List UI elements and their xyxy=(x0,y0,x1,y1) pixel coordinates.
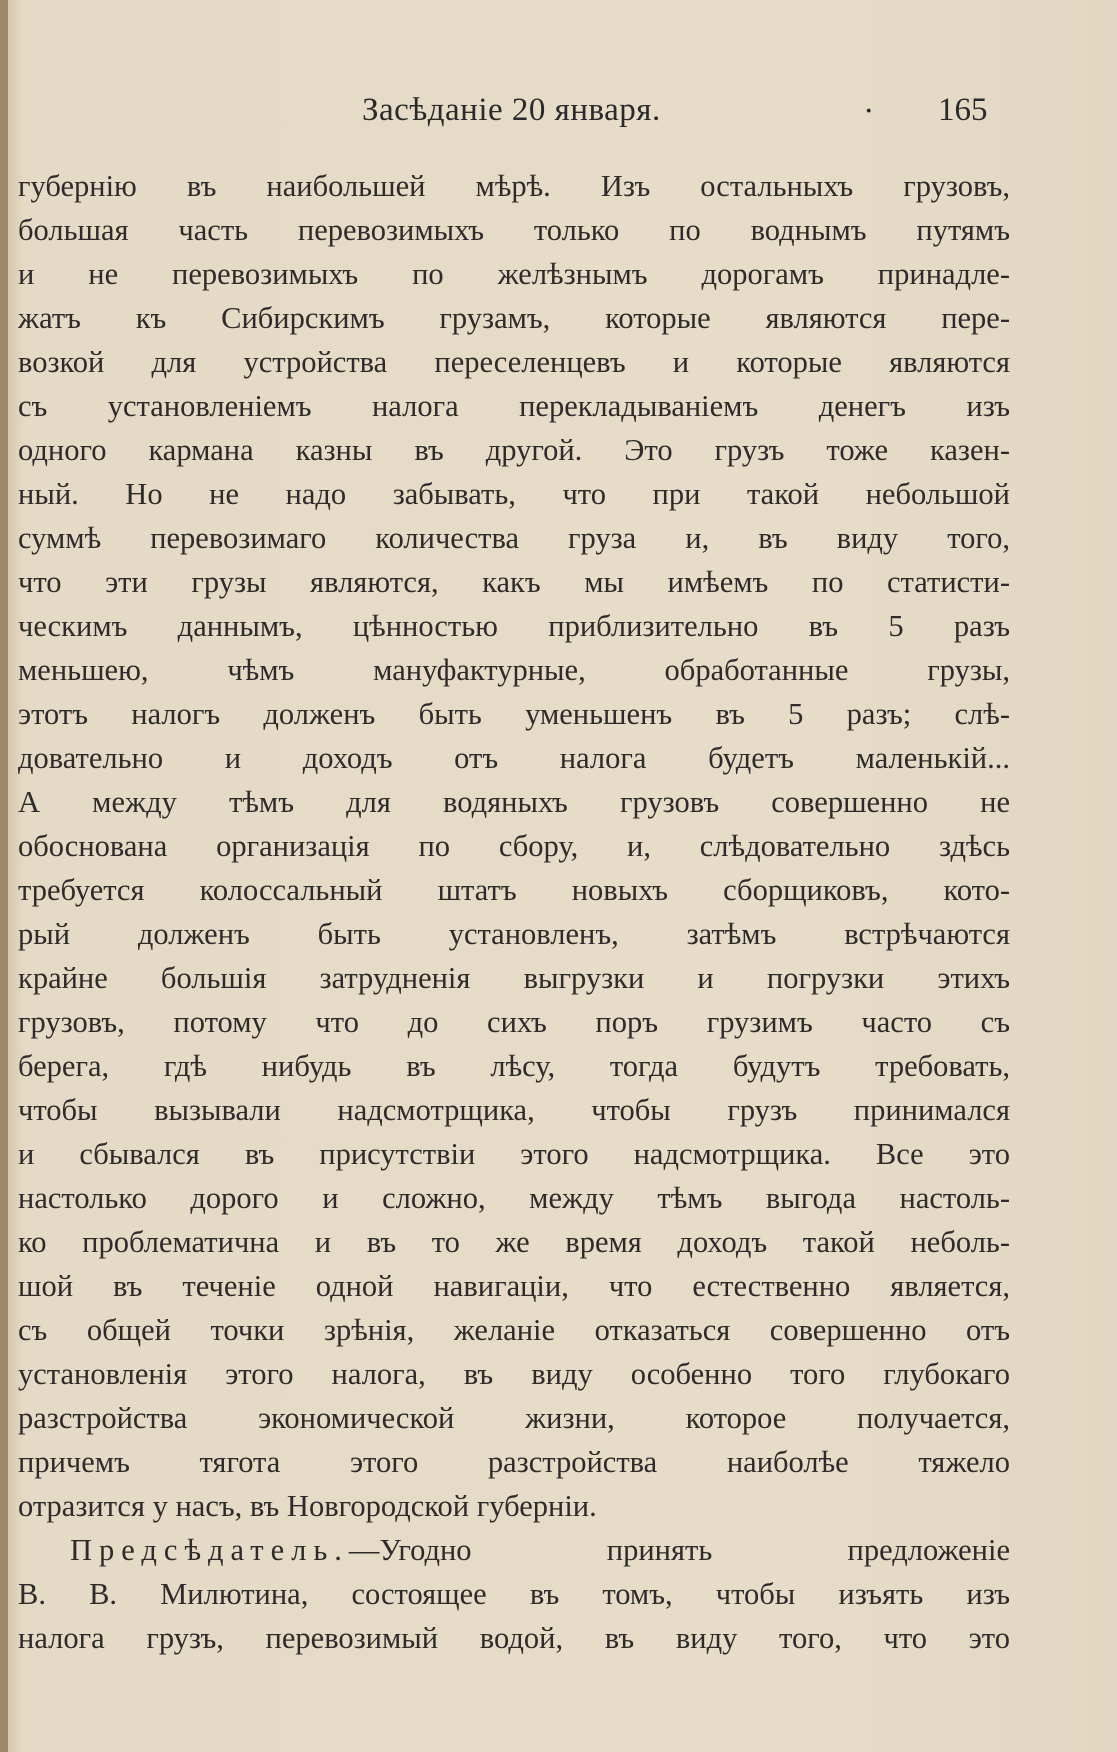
text-line: чтобы вызывали надсмотрщика, чтобы грузъ принимался xyxy=(18,1093,1010,1127)
text-line: и сбывался въ присутствіи этого надсмотрщика. Все это xyxy=(18,1137,1010,1171)
text-line: съ общей точки зрѣнія, желаніе отказаться совершенно отъ xyxy=(18,1313,1010,1347)
page-spine-edge xyxy=(0,0,8,1752)
text-line: настолько дорого и сложно, между тѣмъ выгода настоль- xyxy=(18,1181,1010,1215)
text-line: и не перевозимыхъ по желѣзнымъ дорогамъ принадле- xyxy=(18,257,1010,291)
text-line: жатъ къ Сибирскимъ грузамъ, которые являются пере- xyxy=(18,301,1010,335)
text-line: отразится у насъ, въ Новгородской губерніи. xyxy=(18,1489,597,1523)
text-line: довательно и доходъ отъ налога будетъ маленькій... xyxy=(18,741,1010,775)
paragraph-2 xyxy=(18,1528,1010,1660)
body-text xyxy=(18,164,1010,1660)
paragraph-1 xyxy=(18,164,1010,1528)
text-line: налога грузъ, перевозимый водой, въ виду того, что это xyxy=(18,1621,1010,1655)
text-line: ко проблематична и въ то же время доходъ такой неболь- xyxy=(18,1225,1010,1259)
text-line: грузовъ, потому что до сихъ поръ грузимъ часто съ xyxy=(18,1005,1010,1039)
text-line: меньшею, чѣмъ мануфактурные, обработанные грузы, xyxy=(18,653,1010,687)
text-line: ный. Но не надо забывать, что при такой небольшой xyxy=(18,477,1010,511)
text-line: суммѣ перевозимаго количества груза и, въ виду того, xyxy=(18,521,1010,555)
text-line: что эти грузы являются, какъ мы имѣемъ по статисти- xyxy=(18,565,1010,599)
text-line: разстройства экономической жизни, которое получается, xyxy=(18,1401,1010,1435)
text-line: этотъ налогъ долженъ быть уменьшенъ въ 5 разъ; слѣ- xyxy=(18,697,1010,731)
text-line: съ установленіемъ налога перекладываніемъ денегъ изъ xyxy=(18,389,1010,423)
text-line: установленія этого налога, въ виду особенно того глубокаго xyxy=(18,1357,1010,1391)
text-line: требуется колоссальный штатъ новыхъ сборщиковъ, кото- xyxy=(18,873,1010,907)
page-number: 165 xyxy=(938,92,988,128)
text-line: большая часть перевозимыхъ только по воднымъ путямъ xyxy=(18,213,1010,247)
header-dot: · xyxy=(864,94,874,129)
speaker-name: Предсѣдатель. xyxy=(70,1533,349,1567)
text-line: губернію въ наибольшей мѣрѣ. Изъ остальныхъ грузовъ, xyxy=(18,169,1010,203)
speaker-remark: —Угодно принять предложеніе xyxy=(348,1533,1010,1567)
text-line: В. В. Милютина, состоящее въ томъ, чтобы изъять изъ xyxy=(18,1577,1010,1611)
text-line: крайне большія затрудненія выгрузки и погрузки этихъ xyxy=(18,961,1010,995)
text-line: возкой для устройства переселенцевъ и которые являются xyxy=(18,345,1010,379)
text-line: рый долженъ быть установленъ, затѣмъ встрѣчаются xyxy=(18,917,1010,951)
text-line: одного кармана казны въ другой. Это грузъ тоже казен- xyxy=(18,433,1010,467)
text-line: шой въ теченіе одной навигаціи, что естественно является, xyxy=(18,1269,1010,1303)
page-header xyxy=(0,86,1117,138)
text-line: ческимъ даннымъ, цѣнностью приблизительно въ 5 разъ xyxy=(18,609,1010,643)
text-line: берега, гдѣ нибудь въ лѣсу, тогда будутъ требовать, xyxy=(18,1049,1010,1083)
text-line: обоснована организація по сбору, и, слѣдовательно здѣсь xyxy=(18,829,1010,863)
text-line: А между тѣмъ для водяныхъ грузовъ совершенно не xyxy=(18,785,1010,819)
text-line: причемъ тягота этого разстройства наиболѣе тяжело xyxy=(18,1445,1010,1479)
text-line xyxy=(18,1528,1010,1572)
running-title: Засѣданіе 20 января. xyxy=(362,92,661,128)
